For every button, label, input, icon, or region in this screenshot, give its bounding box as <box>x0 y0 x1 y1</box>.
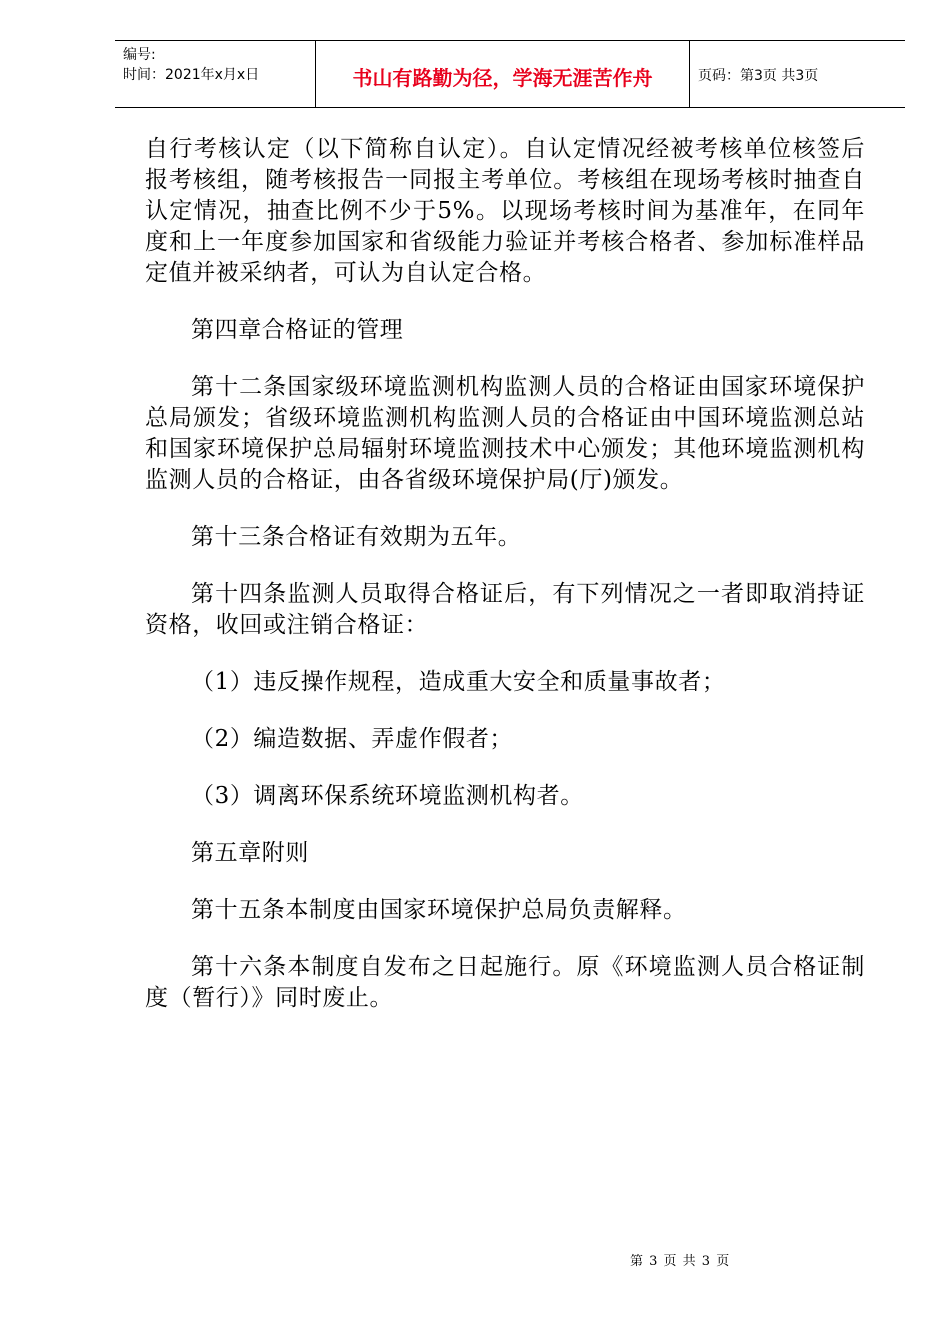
date-label: 时间：2021年x月x日 <box>123 67 260 83</box>
list-item: （2）编造数据、弄虚作假者； <box>191 726 514 752</box>
list-item: （3）调离环保系统环境监测机构者。 <box>191 783 584 809</box>
article-13: 第十三条合格证有效期为五年。 <box>191 524 522 550</box>
page-footer: 第 3 页 共 3 页 <box>630 1254 731 1269</box>
article-15: 第十五条本制度由国家环境保护总局负责解释。 <box>191 897 687 923</box>
paragraph-self-assessment: 自行考核认定（以下简称自认定）。自认定情况经被考核单位核签后报考核组，随考核报告一同报主考单位。考核组在现场考核时抽查自认定情况，抽查比例不少于5%。以现场考核时间为基准年，在同年度和上一年度参加国家和省级能力验证并考核合格者、参加标准样品定值并被采纳者，可认为自认定合格。 <box>145 136 865 286</box>
list-item: （1）违反操作规程，造成重大安全和质量事故者； <box>191 669 726 695</box>
header-page-number: 页码：第3页 共3页 <box>698 68 819 84</box>
chapter-heading-4: 第四章合格证的管理 <box>191 317 404 343</box>
serial-number-label: 编号: <box>123 47 156 63</box>
document-body <box>145 134 865 1040</box>
page-header <box>115 40 905 108</box>
article-14: 第十四条监测人员取得合格证后，有下列情况之一者即取消持证资格，收回或注销合格证： <box>145 581 865 638</box>
header-motto: 书山有路勤为径，学海无涯苦作舟 <box>316 41 690 107</box>
article-16: 第十六条本制度自发布之日起施行。原《环境监测人员合格证制度（暂行）》同时废止。 <box>145 954 865 1011</box>
header-meta <box>115 41 316 107</box>
article-12: 第十二条国家级环境监测机构监测人员的合格证由国家环境保护总局颁发；省级环境监测机构监测人员的合格证由中国环境监测总站和国家环境保护总局辐射环境监测技术中心颁发；其他环境监测机构监测人员的合格证，由各省级环境保护局(厅)颁发。 <box>145 374 865 493</box>
chapter-heading-5: 第五章附则 <box>191 840 309 866</box>
